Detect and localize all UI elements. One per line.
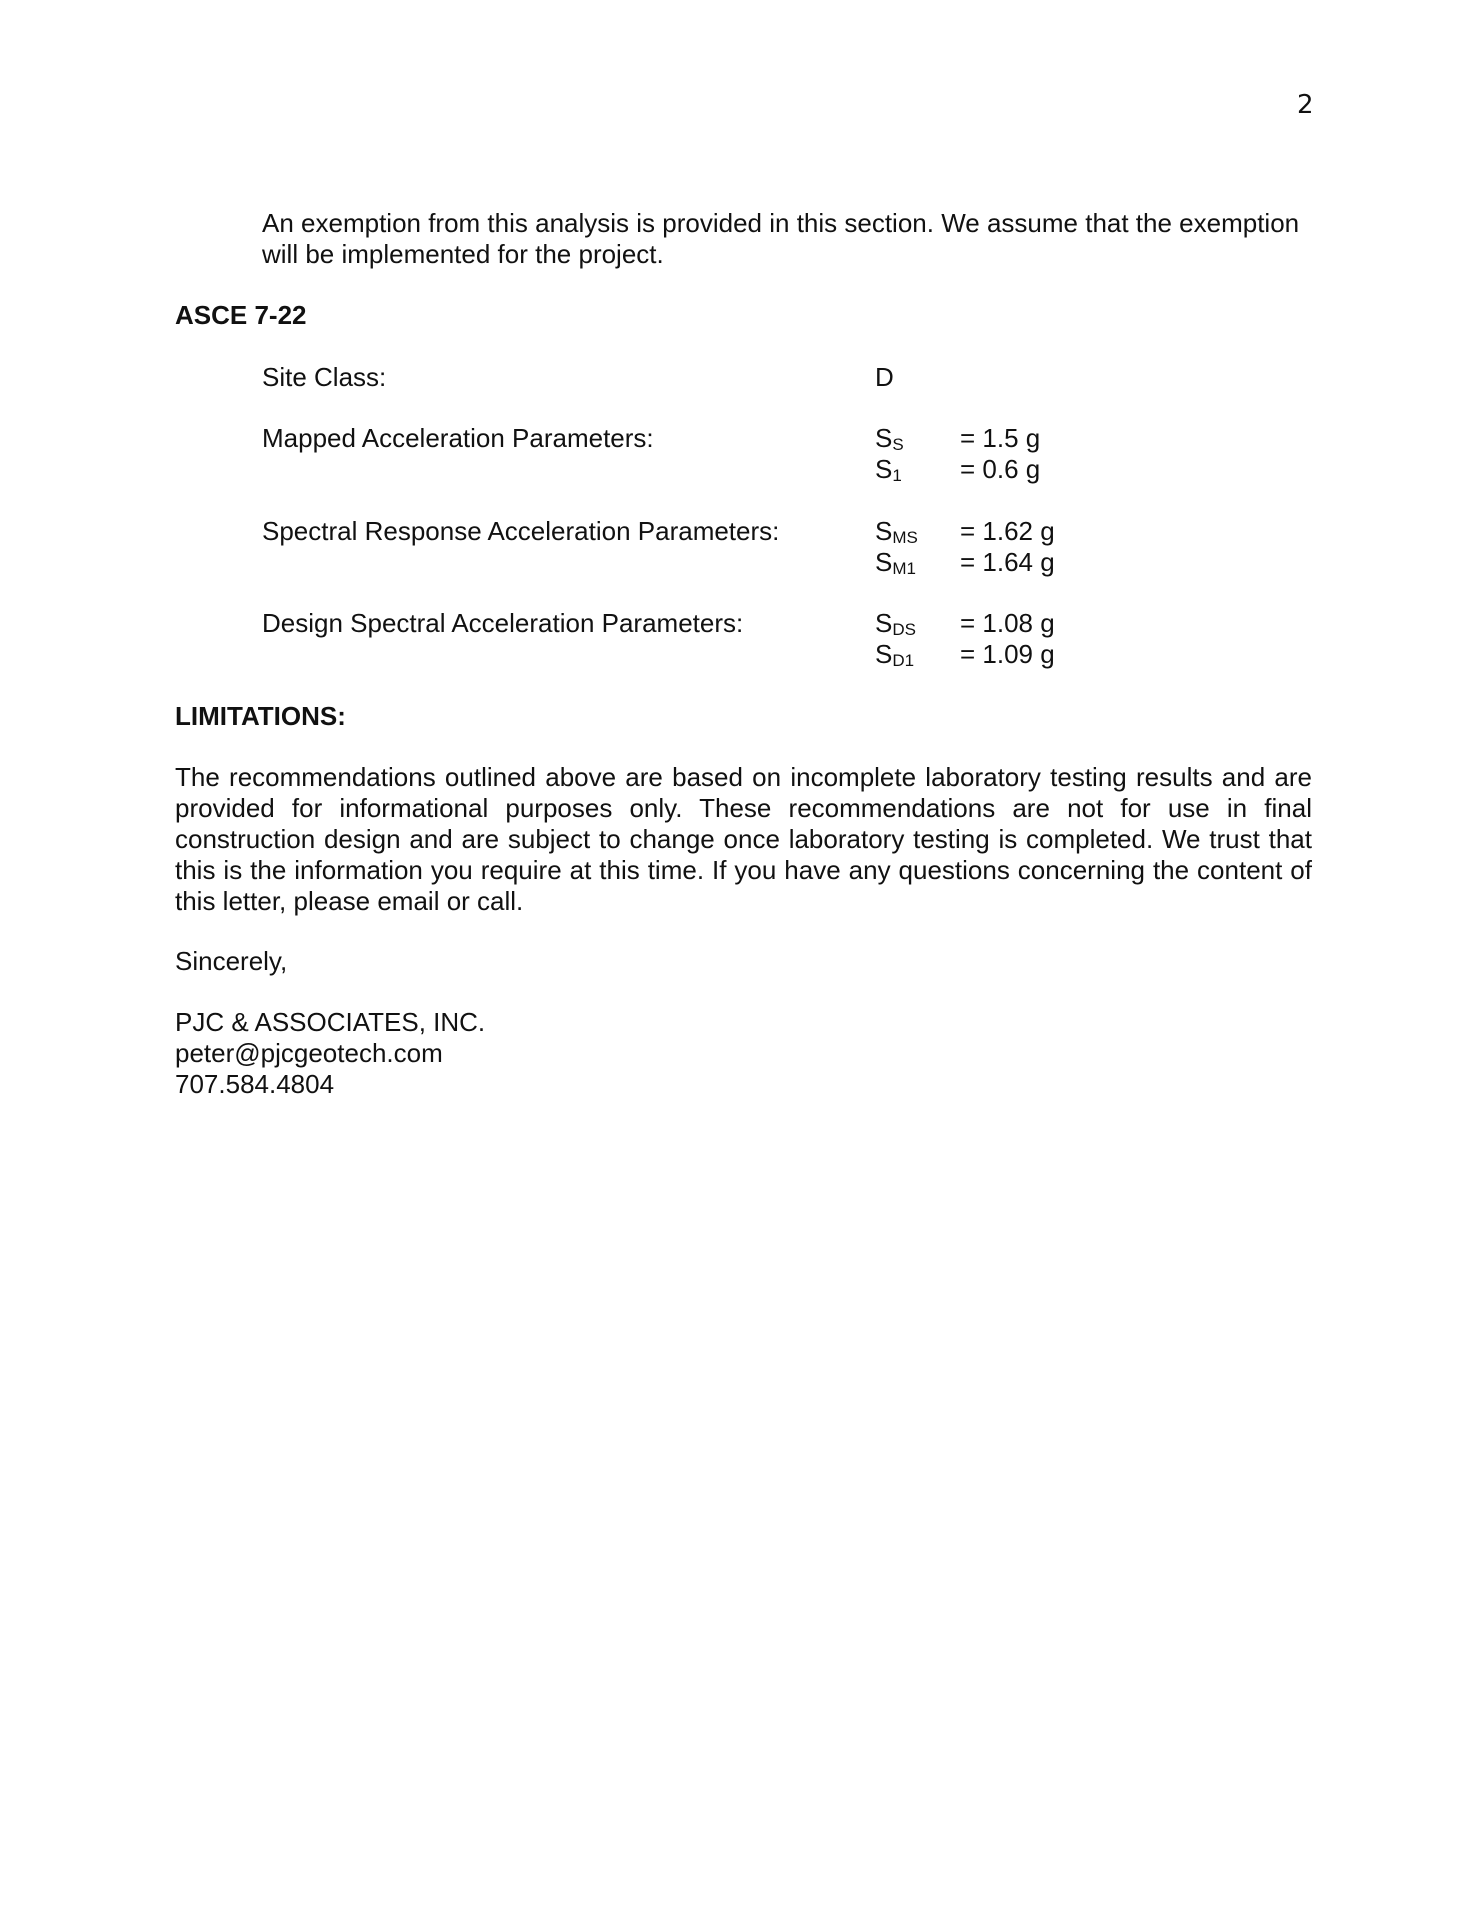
mapped-s1-value: = 0.6 g xyxy=(960,454,1041,484)
site-class-value: D xyxy=(875,362,894,392)
spectral-sms-value: = 1.62 g xyxy=(960,516,1055,546)
mapped-s1-symbol: $S_1$ xyxy=(875,454,902,485)
site-class-label: Site Class: xyxy=(262,362,387,392)
design-sd1-value: = 1.09 g xyxy=(960,639,1055,669)
spectral-sms-symbol: $S_{MS}$ xyxy=(875,516,918,547)
spectral-params-label: Spectral Response Acceleration Parameters: xyxy=(262,516,780,546)
mapped-params-label: Mapped Acceleration Parameters: xyxy=(262,423,654,453)
design-sd1-symbol: $S_{D1}$ xyxy=(875,639,915,670)
limitations-heading: LIMITATIONS: xyxy=(175,701,346,731)
design-params-label: Design Spectral Acceleration Parameters: xyxy=(262,608,744,638)
signature-phone: 707.584.4804 xyxy=(175,1069,335,1099)
spectral-sm1-symbol: $S_{M1}$ xyxy=(875,547,916,578)
spectral-sm1-value: = 1.64 g xyxy=(960,547,1055,577)
closing-salutation: Sincerely, xyxy=(175,946,288,976)
design-sds-value: = 1.08 g xyxy=(960,608,1055,638)
signature-company: PJC & ASSOCIATES, INC. xyxy=(175,1007,486,1037)
limitations-paragraph: The recommendations outlined above are based on incomplete laboratory testing results and are provided for informational purposes only. These recommendations are not for use in final construction design and are subject to change once laboratory testing is completed. We trust that this is the information you require at this time. If you have any questions concerning the content of this letter, please email or call. xyxy=(175,762,1312,916)
mapped-ss-value: = 1.5 g xyxy=(960,423,1041,453)
design-sds-symbol: $S_{DS}$ xyxy=(875,608,916,639)
page-number: 2 xyxy=(1297,90,1314,120)
signature-email: peter@pjcgeotech.com xyxy=(175,1038,443,1068)
mapped-ss-symbol: $S_S$ xyxy=(875,423,904,454)
intro-paragraph: An exemption from this analysis is provided in this section. We assume that the exemption will be implemented for the project. xyxy=(262,208,1300,269)
asce-heading: ASCE 7-22 xyxy=(175,300,307,330)
